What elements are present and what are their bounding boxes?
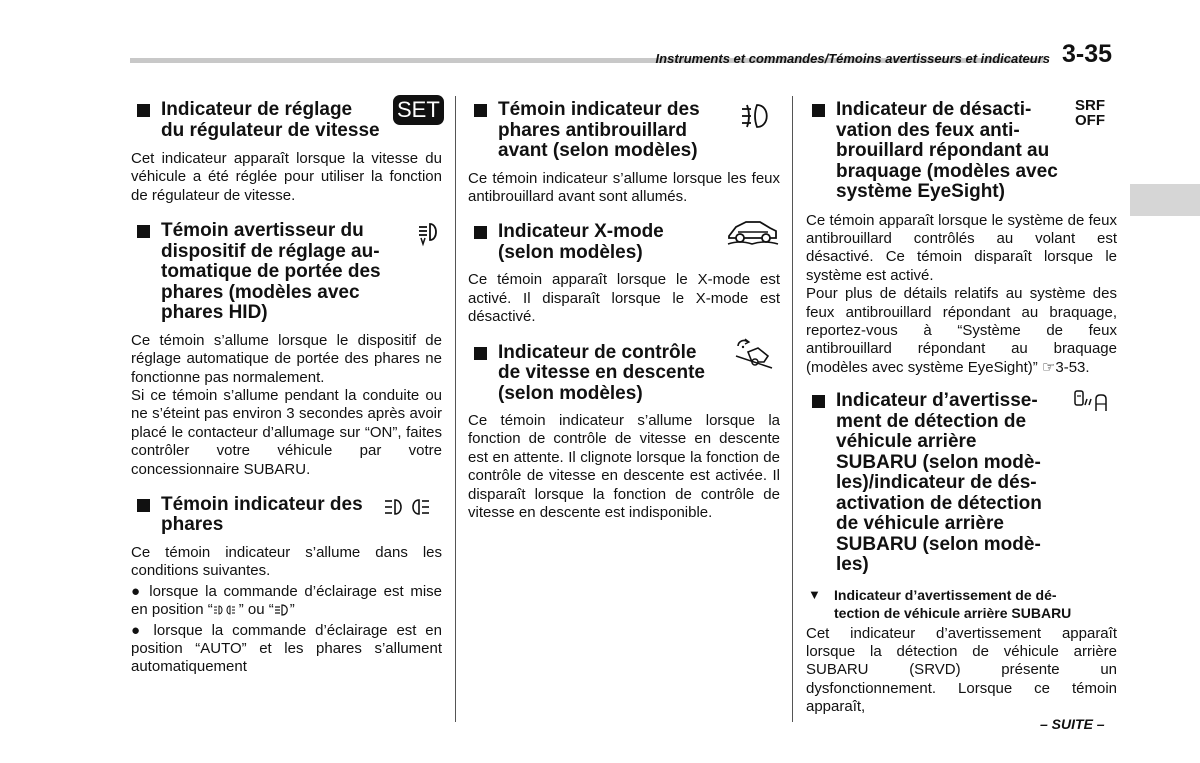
list-item: ● lorsque la commande d’éclairage est en position “AUTO” et les phares s’allument automatiquement	[131, 621, 442, 676]
section-heading: Indicateur de contrôle de vitesse en descente (selon modèles)	[468, 343, 780, 405]
section-heading: Témoin indicateur des phares	[131, 495, 442, 536]
paragraph: Ce témoin s’allume lorsque le dispositif de réglage automatique de portée des phares ne fonctionne pas normalement.	[131, 331, 442, 386]
x-mode-icon	[726, 216, 780, 246]
section-front-fog	[468, 96, 780, 206]
heading-bullet	[137, 104, 150, 117]
section-srf-off	[806, 96, 1117, 377]
paragraph: Cet indicateur d’avertissement apparaît lorsque la détection de véhicule arrière SUBARU (SRVD) présente un dysfonctionnement. Lorsque ce témoin apparaît,	[806, 624, 1117, 716]
page-number: 3-35	[1062, 40, 1113, 68]
heading-bullet	[812, 395, 825, 408]
headlight-inline-icon	[274, 604, 290, 616]
rear-vehicle-detection-icon	[1072, 389, 1110, 415]
section-x-mode	[468, 222, 780, 326]
column-divider	[455, 96, 456, 722]
running-header: Instruments et commandes/Témoins avertisseurs et indicateurs	[655, 51, 1050, 66]
paragraph: Ce témoin indicateur s’allume lorsque la fonction de contrôle de vitesse en descente est en attente. Il clignote lorsque la fonction de contrôle de vitesse en descente est activée. Il disparaît lorsque la fonction de contrôle de vitesse en descente est indisponible.	[468, 412, 780, 522]
set-icon: SET	[393, 95, 444, 125]
paragraph: Si ce témoin s’allume pendant la conduite ou ne s’éteint pas environ 3 secondes après avoir placé le contacteur d’allumage sur “ON”, faites contrôler votre véhicule par votre concessionnaire SUBARU.	[131, 386, 442, 478]
srf-off-icon: SRF OFF	[1075, 97, 1105, 129]
section-headlight-leveling	[131, 221, 442, 479]
section-heading: Témoin avertisseur du dispositif de réglage au- tomatique de portée des phares (modèles avec phares HID)	[131, 221, 442, 324]
paragraph: Ce témoin apparaît lorsque le système de feux antibrouillard contrôlés au volant est désactivé. Ce témoin disparaît lorsque le système est activé.	[806, 211, 1117, 284]
headlight-leveling-icon	[416, 221, 440, 247]
paragraph: Cet indicateur apparaît lorsque la vitesse du véhicule a été réglée pour utiliser la fonction de régulateur de vitesse.	[131, 150, 442, 204]
heading-bullet	[474, 226, 487, 239]
column-2	[468, 96, 780, 532]
column-divider	[792, 96, 793, 722]
front-fog-light-icon	[740, 102, 776, 130]
list-item: ● lorsque la commande d’éclairage est mise en position “ ” ou “ ”	[131, 582, 442, 619]
section-cruise-set	[131, 96, 442, 205]
heading-bullet	[137, 225, 150, 238]
section-heading: Indicateur de désacti- vation des feux anti- brouillard répondant au braquage (modèles avec système EyeSight) SRF OFF	[806, 96, 1117, 203]
section-heading: Témoin indicateur des phares antibrouillard avant (selon modèles)	[468, 96, 780, 162]
subsection-heading: ▼ Indicateur d’avertissement de dé- tection de véhicule arrière SUBARU	[808, 586, 1072, 621]
triangle-marker: ▼	[808, 586, 821, 602]
section-hill-descent	[468, 343, 780, 523]
heading-bullet	[137, 499, 150, 512]
chapter-tab	[1130, 184, 1200, 216]
paragraph: Ce témoin indicateur s’allume lorsque les feux antibrouillard avant sont allumés.	[468, 169, 780, 205]
section-heading: Indicateur d’avertisse- ment de détection de véhicule arrière SUBARU (selon modè- les)/indicateur de dés- activation de détection de véhicule arrière SUBARU (selon modè- les)	[806, 391, 1117, 576]
section-position-lights	[131, 495, 442, 677]
column-3	[806, 96, 1117, 727]
section-heading: Indicateur X-mode (selon modèles)	[468, 222, 780, 263]
heading-bullet	[474, 347, 487, 360]
paragraph: Ce témoin apparaît lorsque le X-mode est activé. Il disparaît lorsque le X-mode est désactivé.	[468, 271, 780, 326]
continued-marker: – SUITE –	[1040, 716, 1105, 732]
paragraph: Pour plus de détails relatifs au système des feux antibrouillard répondant au braquage, reportez-vous à “Système de feux antibrouillard répondant au braquage (modèles avec système EyeSight)” ☞3-53.	[806, 285, 1117, 376]
heading-bullet	[812, 104, 825, 117]
heading-bullet	[474, 104, 487, 117]
position-lights-icon	[383, 497, 443, 517]
section-rear-vehicle-detection	[806, 391, 1117, 717]
column-1	[131, 96, 442, 687]
position-lights-inline-icon	[213, 605, 239, 615]
hill-descent-control-icon	[734, 336, 774, 370]
section-heading: Indicateur de réglage du régulateur de vitesse SET	[131, 96, 442, 141]
paragraph: Ce témoin indicateur s’allume dans les conditions suivantes.	[131, 543, 442, 580]
